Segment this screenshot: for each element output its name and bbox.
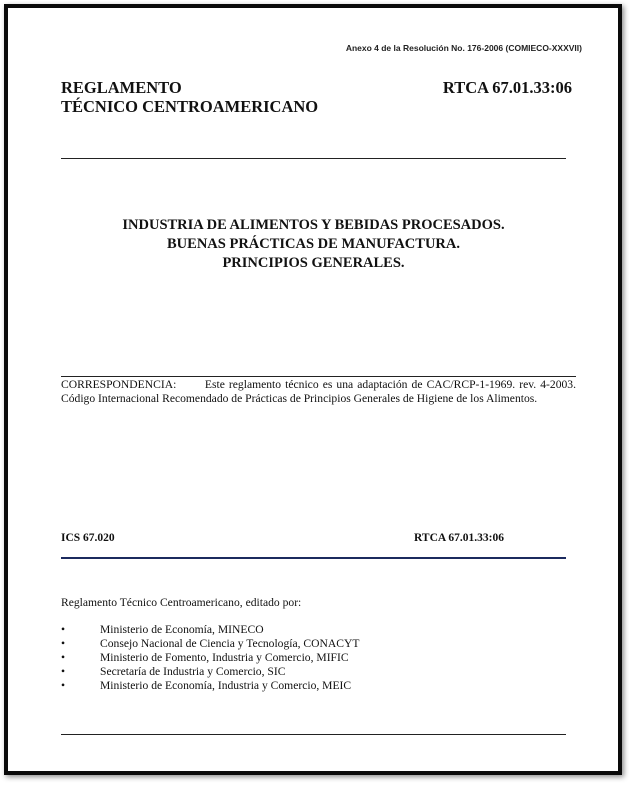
document-code-bottom: RTCA 67.01.33:06 [414,532,505,544]
institutions-list [61,623,359,693]
title-line-1: REGLAMENTO [61,78,182,97]
main-title-line-1: INDUSTRIA DE ALIMENTOS Y BEBIDAS PROCESADOS. [122,217,505,233]
main-title [61,216,566,273]
list-item [61,679,359,693]
correspondence-label: CORRESPONDENCIA: [61,378,177,391]
divider-blue [61,557,566,559]
list-item [61,665,359,679]
bullet-icon: • [61,637,66,650]
bullet-icon: • [61,651,66,664]
list-item-text: Ministerio de Economía, Industria y Comercio, MEIC [100,679,352,692]
list-item-text: Consejo Nacional de Ciencia y Tecnología, CONACYT [100,637,360,650]
list-item-text: Secretaría de Industria y Comercio, SIC [100,665,286,678]
correspondence-divider [61,376,576,377]
main-title-line-2: BUENAS PRÁCTICAS DE MANUFACTURA. [167,236,460,252]
list-item-text: Ministerio de Fomento, Industria y Comercio, MIFIC [100,651,349,664]
annex-reference: Anexo 4 de la Resolución No. 176-2006 (COMIECO-XXXVII) [345,43,582,53]
list-item [61,651,359,665]
bullet-icon: • [61,623,66,636]
list-item-text: Ministerio de Economía, MINECO [100,623,264,636]
divider-bottom [61,734,566,735]
list-item [61,637,359,651]
list-item [61,623,359,637]
edited-by-intro: Reglamento Técnico Centroamericano, editado por: [61,596,302,609]
correspondence-text: Este reglamento técnico es una adaptación de CAC/RCP-1-1969. rev. 4-2003. Código Internacional Recomendado de Prácticas de Principios Generales de Higiene de los Alimentos. [61,378,576,405]
title-line-2: TÉCNICO CENTROAMERICANO [61,97,319,116]
main-title-line-3: PRINCIPIOS GENERALES. [222,255,405,271]
bullet-icon: • [61,665,66,678]
ics-code: ICS 67.020 [61,532,115,544]
correspondence-note [61,378,576,405]
divider-top [61,158,566,159]
bullet-icon: • [61,679,66,692]
document-code-top: RTCA 67.01.33:06 [442,78,572,97]
document-type-title [61,78,318,116]
